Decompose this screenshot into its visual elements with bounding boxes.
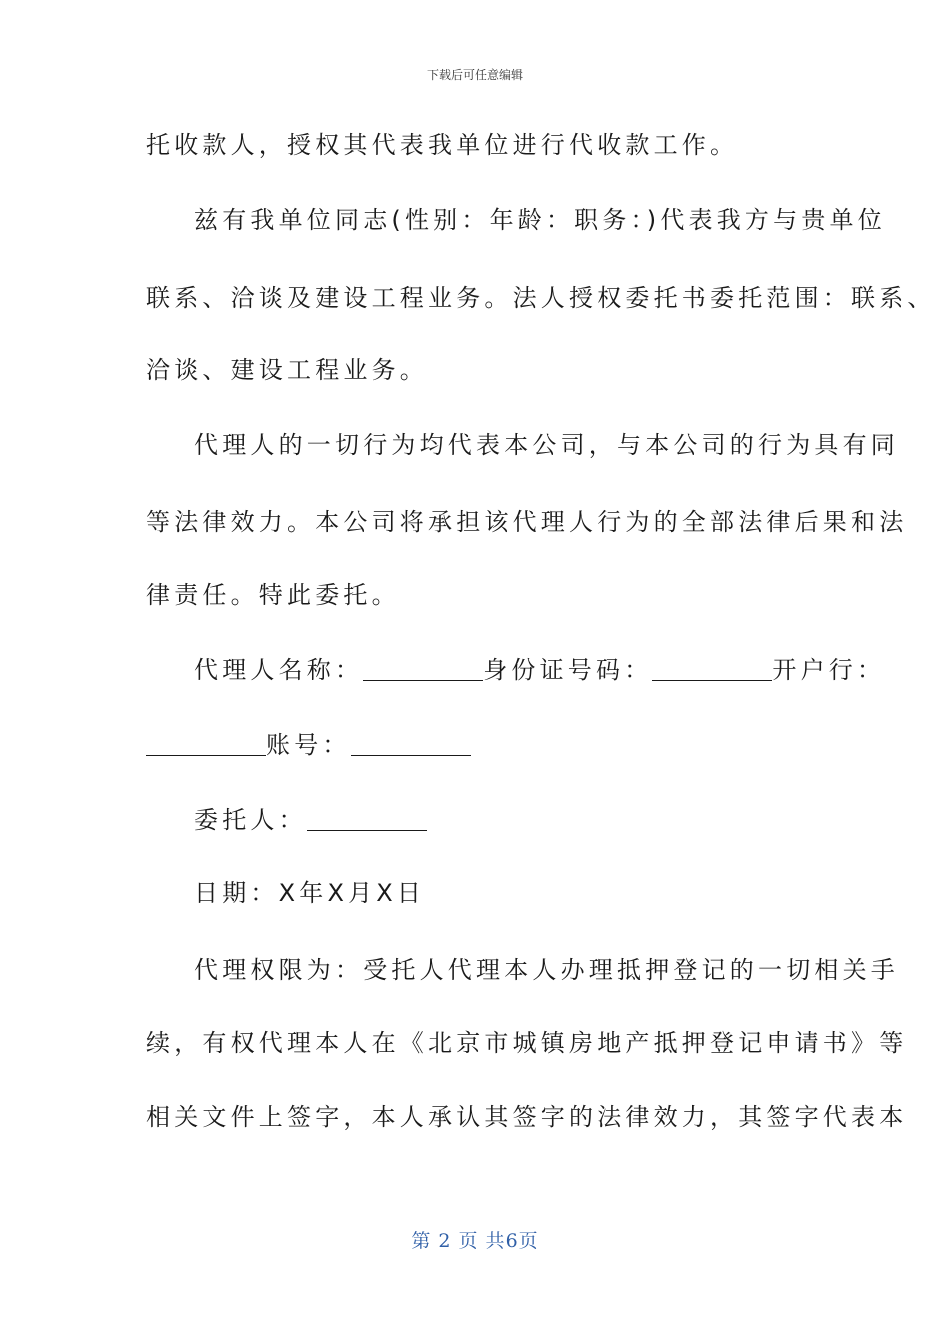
id-number-label: 身份证号码： (483, 656, 653, 684)
page-mid: 页 共 (458, 1230, 506, 1252)
paragraph-line: 续，有权代理本人在《北京市城镇房地产抵押登记申请书》等 (146, 1029, 908, 1057)
page-total: 6 (505, 1230, 519, 1252)
agent-name-blank[interactable] (363, 656, 483, 681)
page-prefix: 第 (411, 1230, 432, 1252)
paragraph-line: 等法律效力。本公司将承担该代理人行为的全部法律后果和法 (146, 508, 908, 536)
page-header: 下载后可任意编辑 (426, 68, 523, 82)
account-label: 账号： (266, 731, 351, 759)
paragraph-line: 相关文件上签字，本人承认其签字的法律效力，其签字代表本 (146, 1103, 908, 1131)
bank-blank[interactable] (146, 731, 266, 756)
account-line (146, 730, 471, 760)
paragraph-line: 洽谈、建设工程业务。 (146, 356, 428, 384)
account-blank[interactable] (351, 731, 471, 756)
principal-line (194, 805, 427, 835)
principal-blank[interactable] (307, 806, 427, 831)
paragraph-line: 兹有我单位同志(性别：年龄：职务：)代表我方与贵单位 (194, 206, 886, 234)
page-suffix: 页 (518, 1230, 539, 1252)
page-current: 2 (438, 1230, 452, 1252)
paragraph-line: 律责任。特此委托。 (146, 581, 400, 609)
paragraph-line: 托收款人，授权其代表我单位进行代收款工作。 (146, 131, 739, 159)
date-line: 日期：X年X月X日 (194, 879, 426, 907)
id-number-blank[interactable] (652, 656, 772, 681)
principal-label: 委托人： (194, 806, 307, 834)
agent-info-line (194, 655, 885, 685)
bank-label: 开户行： (772, 656, 886, 684)
paragraph-line: 代理人的一切行为均代表本公司，与本公司的行为具有同 (194, 431, 899, 459)
paragraph-line: 联系、洽谈及建设工程业务。法人授权委托书委托范围：联系、 (146, 284, 936, 312)
paragraph-line: 代理权限为：受托人代理本人办理抵押登记的一切相关手 (194, 956, 899, 984)
page-footer (0, 1226, 950, 1253)
agent-name-label: 代理人名称： (194, 656, 364, 684)
